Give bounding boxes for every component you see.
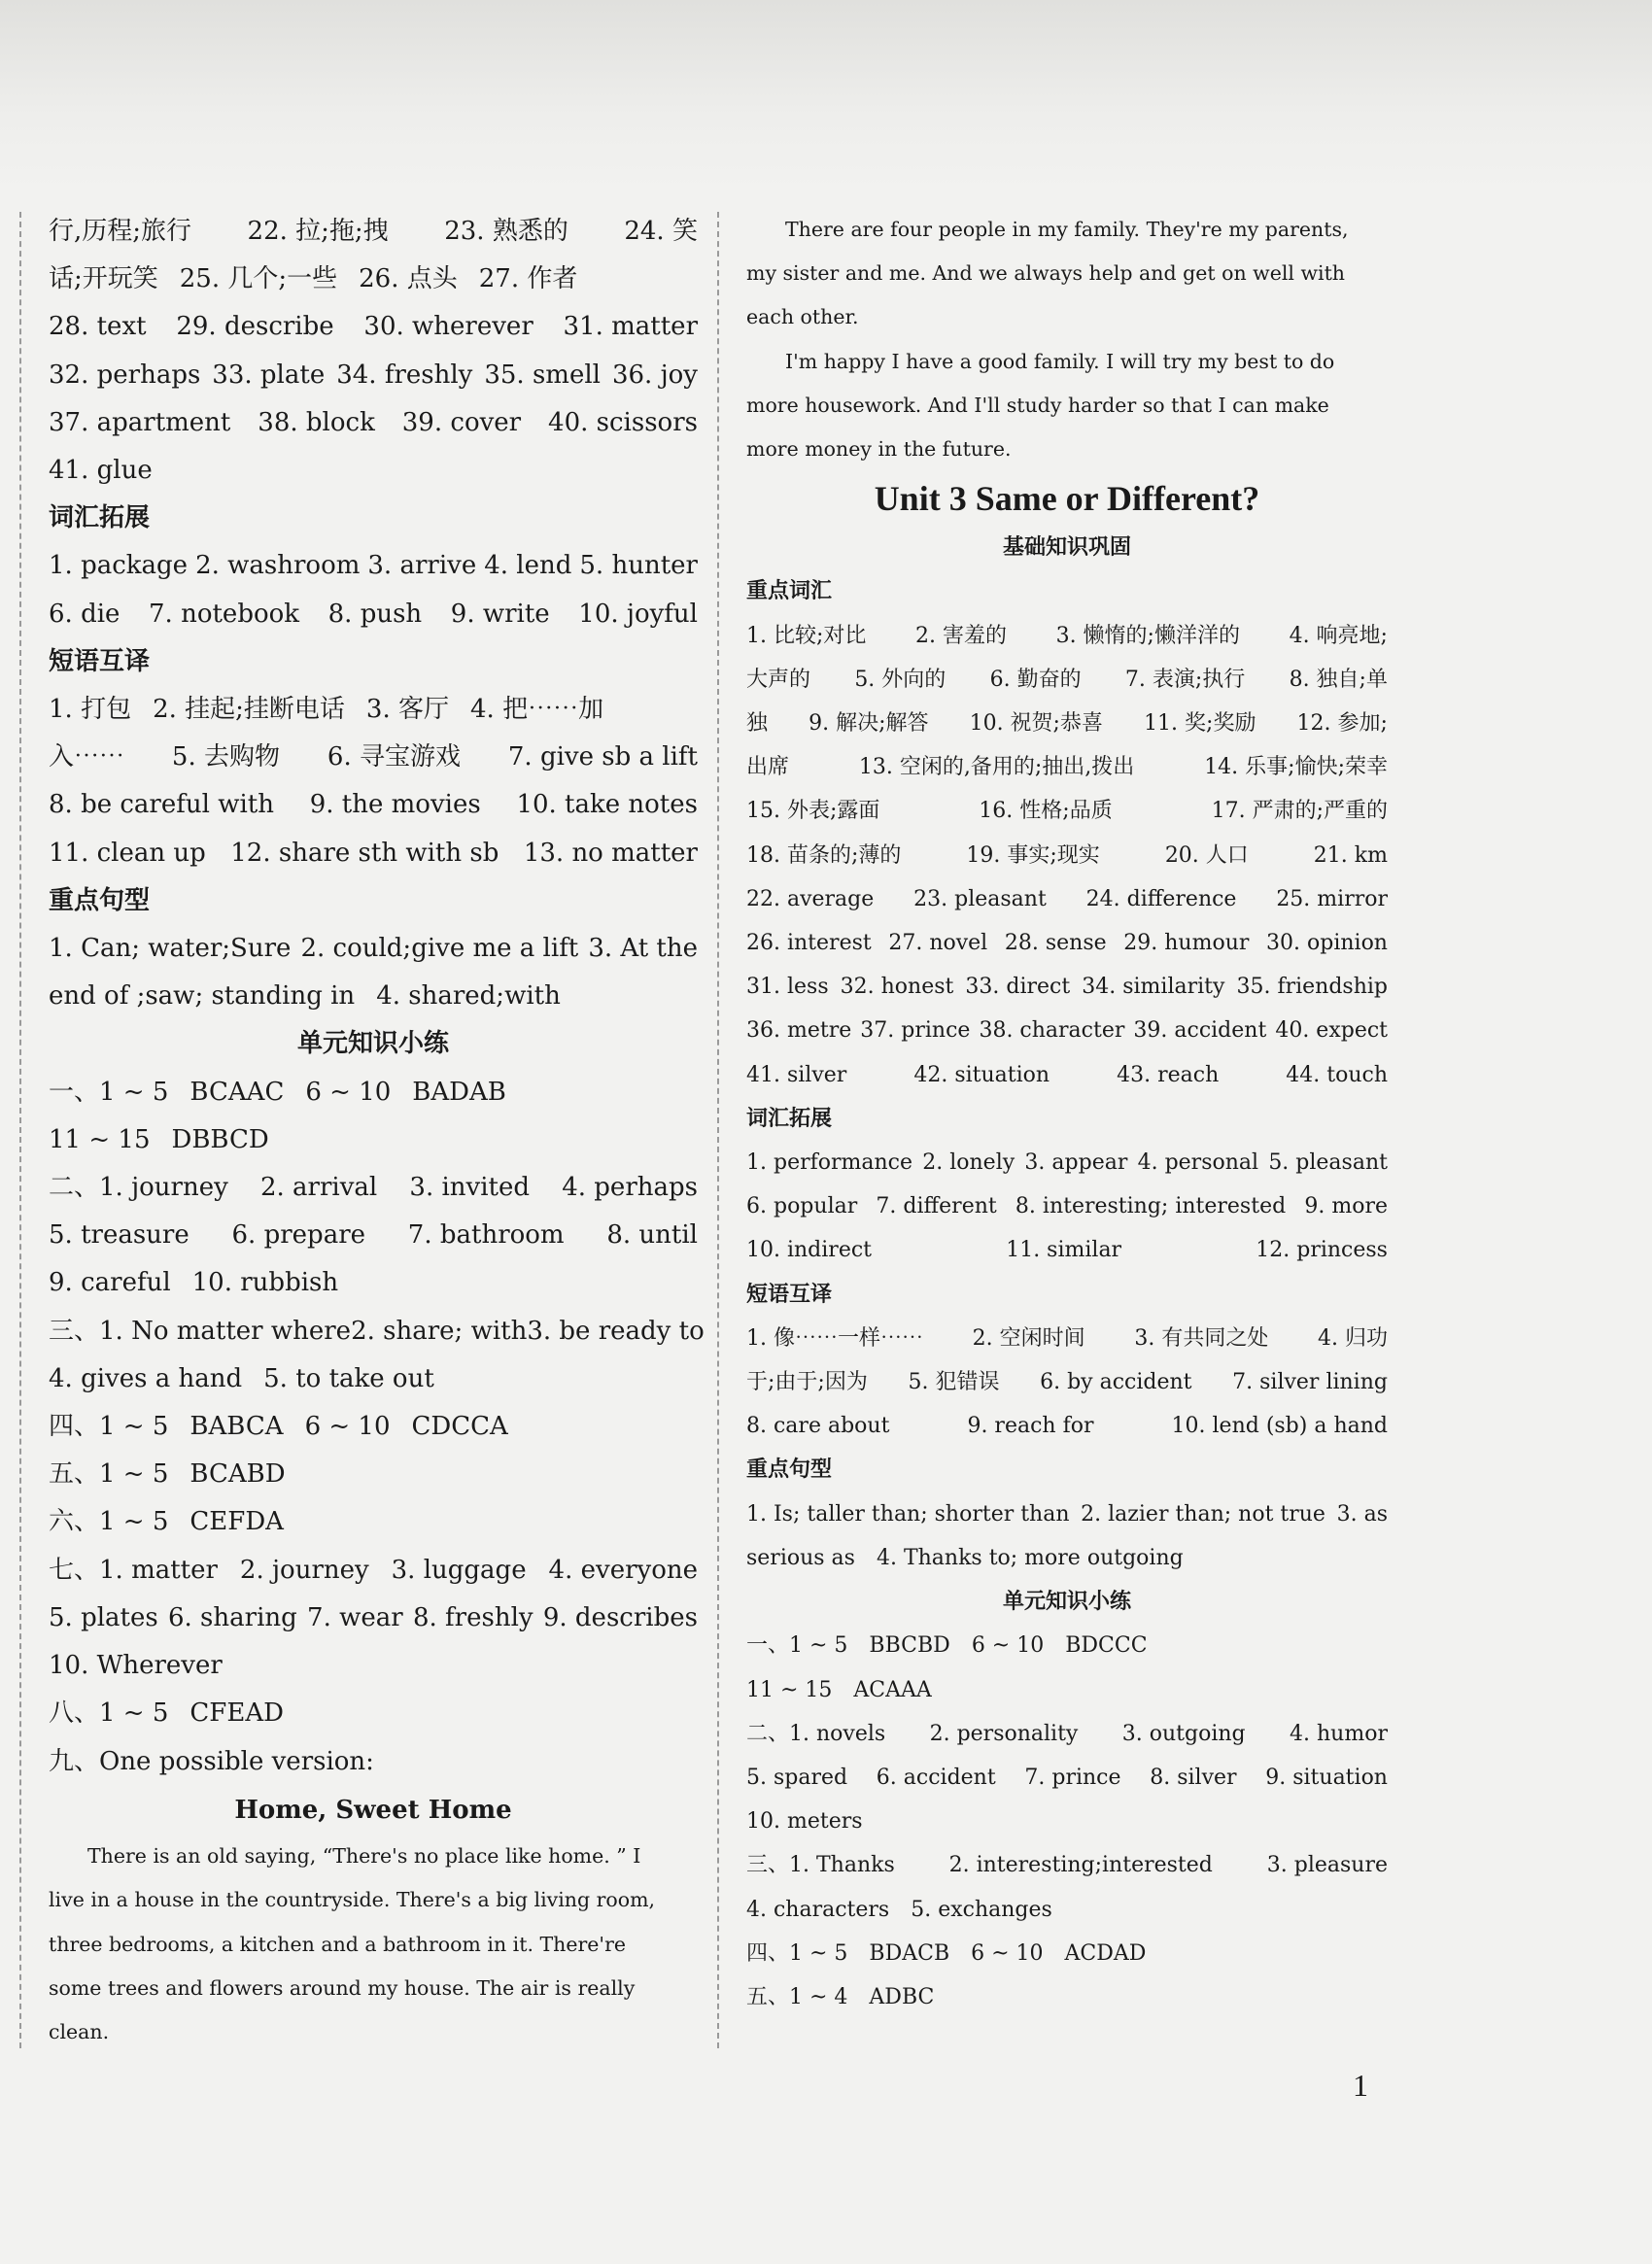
answer-item: 8. be careful with [49,790,274,820]
answer-item: 4. everyone [548,1555,698,1585]
answer-item: 3. appear [1024,1150,1128,1176]
answer-item: 8. silver [1150,1765,1237,1790]
answer-item: 1. 打包 [49,695,132,725]
answer-item: 一、1 ~ 5 [746,1633,848,1659]
answer-item: 2. 挂起;挂断电话 [153,695,345,725]
answer-item: 7. 表演;执行 [1124,667,1246,692]
answer-item: 11. similar [1006,1238,1122,1263]
right-sentence-heading: 重点句型 [746,1458,833,1483]
answer-item: 27. 作者 [478,264,578,294]
answer-line [49,399,698,447]
answer-item: 38. block [258,407,375,437]
right-vocab-heading: 词汇拓展 [746,1106,833,1131]
answer-item: 3. 有共同之处 [1134,1325,1269,1351]
answer-item: 39. cover [401,407,522,437]
answer-item: 话;开玩笑 [49,264,158,294]
answer-item: 39. accident [1133,1018,1267,1044]
answer-item: ADBC [869,1984,935,2009]
answer-item: 8. until [606,1220,698,1251]
answer-line [49,830,698,877]
right-sentence-list [746,1492,1388,1580]
answer-item: 9. reach for [967,1414,1094,1439]
answer-item: 2. share; with [351,1316,528,1346]
answer-item: 32. honest [840,975,954,1000]
answer-item: 3. 客厅 [365,695,449,725]
answer-line [746,1756,1388,1800]
answer-line [49,591,698,638]
answer-item: 29. humour [1123,931,1250,956]
answer-item: 3. be ready to [527,1316,705,1346]
answer-item: 5. to take out [263,1363,434,1393]
essay-line: I'm happy I have a good family. I will try my best to do [785,349,1335,373]
answer-item: 19. 事实;现实 [966,842,1100,868]
answer-item: 8. freshly [412,1602,533,1632]
answer-item: 16. 性格;品质 [979,799,1113,824]
answer-item: 29. describe [176,312,334,342]
answer-item: 5. 去购物 [171,742,280,772]
answer-item: end of ;saw; standing in [49,981,356,1012]
answer-item: 7. wear [307,1602,403,1632]
answer-item: 行,历程;旅行 [49,217,192,246]
answer-line [746,789,1388,833]
answer-item: 5. plates [49,1602,158,1632]
answer-line [49,1116,698,1164]
answer-line [746,1141,1388,1184]
answer-item: 9. write [450,599,550,629]
answer-line [746,1053,1388,1097]
answer-item: 9. 解决;解答 [809,711,929,737]
left-vocab-heading: 词汇拓展 [49,503,151,533]
answer-item: 22. average [746,886,875,911]
answer-item: 2. 空闲时间 [972,1325,1085,1351]
answer-item: 30. wherever [363,312,533,342]
answer-item: 于;由于;因为 [746,1370,868,1395]
answer-line [746,1888,1388,1932]
answer-item: 36. metre [746,1018,852,1044]
answer-item: 五、1 ~ 5 [49,1459,169,1490]
answer-item: 42. situation [913,1062,1050,1087]
answer-line [746,1843,1388,1887]
answer-item: 13. 空闲的,备用的;抽出,拨出 [858,755,1135,780]
answer-item: 10. joyful [578,599,698,629]
left-sentence-heading: 重点句型 [49,885,151,915]
answer-item: 4. 把⋯⋯加 [470,695,604,725]
answer-line [49,1498,698,1546]
answer-item: 41. silver [746,1062,847,1087]
right-keyword-list [746,614,1388,1097]
answer-item: 5. spared [746,1765,848,1790]
answer-line [49,1069,698,1116]
answer-item: 7. different [876,1194,997,1219]
answer-item: 5. exchanges [911,1897,1052,1922]
right-column [746,208,1388,2019]
page-number: 1 [1353,2068,1368,2103]
answer-item: 6 ~ 10 [305,1077,392,1107]
answer-item: BDCCC [1065,1633,1148,1659]
answer-item: 2. arrival [259,1173,378,1203]
right-vocab-list [746,1141,1388,1273]
answer-item: 40. expect [1275,1018,1388,1044]
answer-item: 8. interesting; interested [1015,1194,1287,1219]
answer-item: 3. At the [588,934,698,964]
right-essay [746,208,1388,471]
answer-item: 28. text [49,312,147,342]
answer-line [49,1451,698,1498]
answer-item: 3. invited [409,1173,531,1203]
left-column [49,208,705,2055]
answer-item: 7. bathroom [407,1220,565,1251]
answer-item: 五、1 ~ 4 [746,1984,848,2009]
answer-item: 1. package [49,551,189,581]
answer-item: 6. 寻宝游戏 [327,742,461,772]
answer-item: 18. 苗条的;薄的 [746,842,902,868]
answer-item: 10. take notes [516,790,698,820]
answer-item: 4. characters [746,1897,890,1922]
answer-item: 41. glue [49,456,153,486]
answer-item: 12. princess [1256,1238,1388,1263]
left-phrase-list [49,686,698,877]
answer-item: 6. 勤奋的 [989,667,1082,692]
answer-item: 四、1 ~ 5 [49,1412,169,1442]
answer-line [49,734,698,781]
answer-line [49,1547,698,1595]
answer-item: BADAB [412,1077,506,1107]
answer-item: 22. 拉;拖;拽 [247,217,389,246]
answer-item: 7. give sb a lift [507,742,698,772]
left-practice-heading: 单元知识小练 [296,1029,449,1059]
essay-line: There is an old saying, “There's no place like home. ” I [87,1843,641,1868]
answer-item: 2. personality [929,1721,1079,1746]
answer-item: 2. could;give me a lift [300,934,579,964]
right-keyword-heading: 重点词汇 [746,579,833,604]
answer-item: 11 ~ 15 [746,1677,833,1702]
left-sentence-list [49,925,698,1020]
answer-line [49,303,698,351]
answer-item: 3. pleasure [1266,1853,1388,1878]
answer-line [746,1360,1388,1404]
answer-item: 27. novel [888,931,988,956]
essay-line: more money in the future. [746,437,1012,462]
answer-line [49,1212,698,1259]
answer-item: 8. care about [746,1414,890,1439]
column-divider [717,212,719,2048]
answer-item: 21. km [1313,842,1388,868]
answer-line [746,745,1388,789]
answer-item: 28. sense [1004,931,1107,956]
answer-line [49,447,698,495]
answer-item: CEFDA [189,1507,284,1537]
answer-line [746,1624,1388,1667]
answer-item: 35. friendship [1236,975,1388,1000]
answer-item: 15. 外表;露面 [746,799,880,824]
essay-line: my sister and me. And we always help and get on well with [746,261,1346,286]
answer-line [49,686,698,734]
answer-item: 三、1. Thanks [746,1853,895,1878]
answer-item: 12. share sth with sb [230,838,499,868]
scan-shadow [0,0,1652,194]
left-essay [49,1835,698,2055]
answer-item: 8. push [327,599,423,629]
answer-item: 2. lonely [922,1150,1015,1176]
answer-item: 1. Can; water;Sure [49,934,292,964]
answer-item: 23. 熟悉的 [444,217,568,246]
answer-item: 10. meters [746,1809,863,1835]
answer-item: 2. washroom [195,551,361,581]
answer-item: 二、1. journey [49,1173,228,1203]
answer-line [746,1009,1388,1052]
answer-item: 23. pleasant [913,886,1047,911]
answer-item: 5. pleasant [1268,1150,1388,1176]
answer-item: 八、1 ~ 5 [49,1698,169,1729]
answer-item: 5. hunter [579,551,698,581]
answer-item: 36. joy [611,360,698,390]
answer-item: 1. performance [746,1150,912,1176]
answer-line [49,781,698,829]
answer-line [49,925,698,973]
answer-item: DBBCD [171,1124,269,1154]
answer-item: 33. plate [212,360,326,390]
answer-item: 9. situation [1265,1765,1388,1790]
answer-item: 6. accident [876,1765,996,1790]
answer-item: 37. prince [860,1018,971,1044]
answer-item: 10. 祝贺;恭喜 [969,711,1103,737]
answer-item: 出席 [746,755,790,780]
answer-item: 一、1 ~ 5 [49,1077,169,1107]
answer-item: 独 [746,711,769,737]
answer-line [49,1355,698,1403]
answer-item: 9. describes [542,1602,698,1632]
answer-line [746,1800,1388,1843]
answer-item: 33. direct [965,975,1071,1000]
answer-item: 2. interesting;interested [948,1853,1213,1878]
answer-item: 3. luggage [391,1555,527,1585]
answer-line [746,1712,1388,1756]
answer-line [49,1595,698,1642]
answer-line [746,702,1388,745]
answer-line [746,1932,1388,1975]
answer-line [49,542,698,590]
answer-item: 43. reach [1117,1062,1220,1087]
right-phrase-heading: 短语互译 [746,1282,833,1307]
answer-item: 6. popular [746,1194,858,1219]
answer-item: ACDAD [1064,1940,1147,1966]
answer-item: 4. gives a hand [49,1363,243,1393]
answer-line [49,1403,698,1451]
basic-heading: 基础知识巩固 [1002,535,1131,561]
answer-item: 30. opinion [1266,931,1388,956]
essay-line: three bedrooms, a kitchen and a bathroom in it. There're [49,1932,626,1956]
answer-line [49,1738,698,1786]
answer-item: 44. touch [1286,1062,1388,1087]
answer-item: 九、One possible version: [49,1746,374,1776]
answer-item: BCAAC [189,1077,285,1107]
answer-item: 38. character [979,1018,1125,1044]
right-practice-list [746,1624,1388,2019]
answer-item: 34. freshly [336,360,473,390]
answer-item: 11. clean up [49,838,206,868]
answer-item: BCABD [189,1459,286,1490]
answer-item: 4. shared;with [376,981,561,1012]
answer-item: BBCBD [869,1633,950,1659]
answer-item: 1. 像⋯⋯一样⋯⋯ [746,1325,923,1351]
answer-item: 10. lend (sb) a hand [1171,1414,1388,1439]
answer-line [746,658,1388,702]
answer-item: 10. rubbish [191,1268,339,1298]
answer-item: 5. treasure [49,1220,189,1251]
essay-title: Home, Sweet Home [234,1795,512,1825]
answer-item: 9. the movies [309,790,481,820]
answer-item: 6. prepare [231,1220,366,1251]
answer-line [746,834,1388,877]
answer-line [49,973,698,1020]
answer-item: 六、1 ~ 5 [49,1507,169,1537]
answer-item: 大声的 [746,667,811,692]
essay-line: some trees and flowers around my house. The air is really [49,1975,636,2000]
answer-item: 25. mirror [1276,886,1388,911]
answer-item: 入⋯⋯ [49,742,125,772]
answer-item: 34. similarity [1082,975,1225,1000]
answer-item: 6 ~ 10 [971,1940,1044,1966]
essay-line: more housework. And I'll study harder so that I can make [746,393,1329,417]
answer-item: 7. prince [1024,1765,1121,1790]
answer-item: BDACB [869,1940,950,1966]
answer-item: 31. matter [563,312,698,342]
answer-item: 9. more [1304,1194,1388,1219]
essay-line: There are four people in my family. They're my parents, [785,218,1349,241]
left-practice-list [49,1069,705,1786]
unit-title: Unit 3 Same or Different? [874,479,1260,519]
answer-item: 12. 参加; [1296,711,1388,737]
answer-item: 1. Is; taller than; shorter than [746,1501,1070,1526]
answer-item: 26. 点头 [359,264,458,294]
answer-item: 2. lazier than; not true [1081,1501,1325,1526]
answer-item: 17. 严肃的;严重的 [1211,799,1388,824]
answer-item: 4. Thanks to; more outgoing [876,1545,1184,1570]
answer-item: 4. personal [1137,1150,1259,1176]
answer-item: 四、1 ~ 5 [746,1940,848,1966]
essay-line: live in a house in the countryside. There's a big living room, [49,1888,656,1912]
left-vocab-list [49,542,698,637]
answer-line [49,256,698,303]
answer-item: 6. die [49,599,120,629]
right-phrase-list [746,1317,1388,1449]
answer-line [49,1259,698,1307]
answer-item: 1. 比较;对比 [746,623,867,648]
answer-item: 4. 归功 [1318,1325,1388,1351]
answer-item: ACAAA [853,1677,932,1702]
answer-line [49,352,698,399]
answer-item: 4. perhaps [562,1173,698,1203]
left-margin-rule [19,212,21,2048]
answer-line [746,1536,1388,1580]
answer-item: 10. Wherever [49,1651,223,1681]
answer-line [746,1317,1388,1360]
answer-item: 7. silver lining [1232,1370,1388,1395]
essay-line: each other. [746,305,859,329]
answer-line [49,1164,698,1212]
answer-item: 25. 几个;一些 [179,264,338,294]
answer-line [746,1668,1388,1712]
answer-item: 3. as [1336,1501,1388,1526]
answer-line [746,1975,1388,2019]
answer-item: 6. by accident [1040,1370,1192,1395]
answer-item: 26. interest [746,931,872,956]
answer-item: 3. outgoing [1121,1721,1246,1746]
answer-line [49,1690,698,1737]
left-top-vocab [49,208,698,495]
answer-line [746,921,1388,965]
answer-item: 2. 害羞的 [915,623,1007,648]
answer-line [49,1308,705,1355]
essay-line: clean. [49,2020,110,2044]
answer-line [49,208,698,256]
answer-item: 40. scissors [548,407,698,437]
answer-item: 6 ~ 10 [304,1412,391,1442]
answer-item: 35. smell [484,360,601,390]
answer-item: 8. 独自;单 [1289,667,1388,692]
answer-item: serious as [746,1545,855,1570]
answer-item: 24. difference [1085,886,1237,911]
answer-item: 9. careful [49,1268,171,1298]
answer-item: 32. perhaps [49,360,201,390]
answer-item: 13. no matter [523,838,698,868]
answer-item: 5. 犯错误 [908,1370,1000,1395]
answer-item: 14. 乐事;愉快;荣幸 [1204,755,1388,780]
answer-item: 2. journey [239,1555,369,1585]
answer-line [746,965,1388,1009]
answer-item: 31. less [746,975,829,1000]
answer-item: CFEAD [189,1698,284,1729]
answer-item: 6. sharing [167,1602,297,1632]
answer-item: 3. arrive [367,551,477,581]
answer-item: 11. 奖;奖励 [1144,711,1256,737]
answer-item: BABCA [189,1412,284,1442]
answer-item: 24. 笑 [624,217,698,246]
answer-item: 5. 外向的 [854,667,946,692]
answer-item: 6 ~ 10 [971,1633,1045,1659]
answer-line [746,1184,1388,1228]
answer-item: 三、1. No matter where [49,1316,352,1346]
answer-line [746,614,1388,658]
answer-item: 4. humor [1290,1721,1388,1746]
left-phrase-heading: 短语互译 [49,646,151,676]
answer-line [746,877,1388,921]
answer-line [49,1642,698,1690]
answer-line [746,1228,1388,1272]
answer-item: 37. apartment [49,407,231,437]
answer-line [746,1492,1388,1536]
answer-item: 4. lend [484,551,572,581]
answer-item: 10. indirect [746,1238,873,1263]
answer-item: 二、1. novels [746,1721,886,1746]
answer-item: 4. 响亮地; [1289,623,1388,648]
answer-item: 3. 懒惰的;懒洋洋的 [1055,623,1240,648]
answer-item: 7. notebook [149,599,300,629]
answer-item: 11 ~ 15 [49,1124,151,1154]
answer-item: CDCCA [411,1412,508,1442]
answer-line [746,1404,1388,1448]
right-practice-heading: 单元知识小练 [1002,1590,1131,1615]
answer-item: 20. 人口 [1164,842,1249,868]
answer-item: 七、1. matter [49,1555,218,1585]
